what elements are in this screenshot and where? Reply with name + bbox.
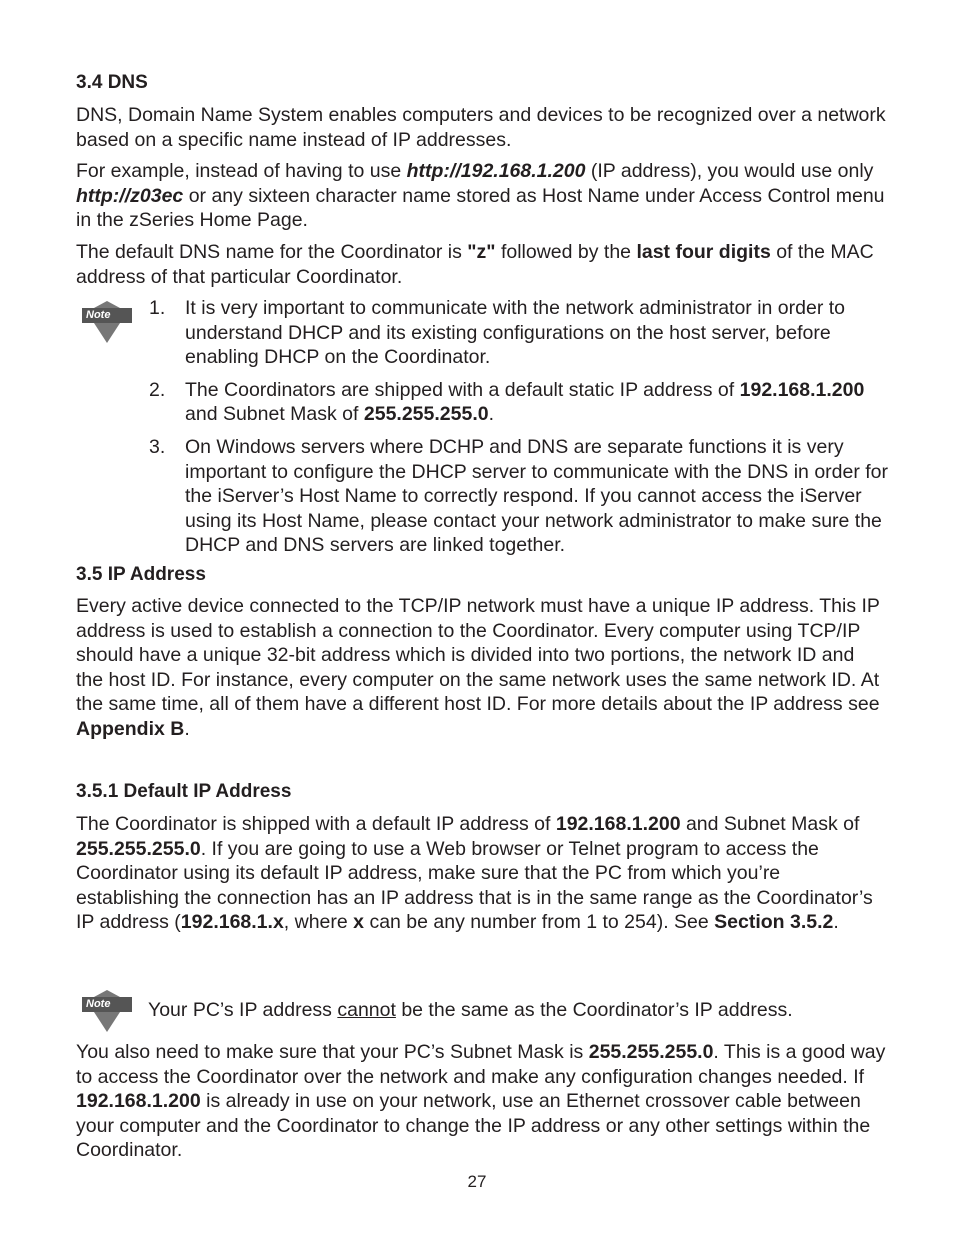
pc-ip-note: Your PC’s IP address cannot be the same as the Coordinator’s IP address. [148,999,793,1021]
dns-intro-paragraph: DNS, Domain Name System enables computers and devices to be recognized over a network based on a specific name instead of IP addresses. [76,104,886,151]
note-item: 1. It is very important to communicate with the network administrator in order to understand DHCP and its existing configurations on the host server, before enabling DHCP on the Coordinator. [149,297,846,369]
section-heading-default-ip: 3.5.1 Default IP Address [76,781,292,802]
dns-default-name-paragraph: The default DNS name for the Coordinator is "z" followed by the last four digits of the MAC address of that particular Coordinator. [76,241,874,288]
section-heading-dns: 3.4 DNS [76,72,148,93]
ip-url-example: http://192.168.1.200 [406,160,586,182]
default-ip-paragraph: The Coordinator is shipped with a default IP address of 192.168.1.200 and Subnet Mask of 255.255.255.0. If you are going to use a Web browser or Telnet program to access the Coordinator using its default IP address, make sure that the PC from which you’re establishing the connection has an IP address that is in the same range as the Coordinator’s IP address (192.168.1.x, where x can be any number from 1 to 254). See Section 3.5.2. [76,813,873,934]
page-number: 27 [467,1172,487,1191]
hostname-url-example: http://z03ec [76,184,184,207]
dns-notes-list [145,296,890,566]
subnet-mask-paragraph: You also need to make sure that your PC’s Subnet Mask is 255.255.255.0. This is a good way to access the Coordinator over the network and make any configuration changes needed. If 192.168.1.200 is already in use on your network, use an Ethernet crossover cable between your computer and the Coordinator to change the IP address or any other settings within the Coordinator. [76,1041,886,1162]
note-icon: Note [82,990,132,1036]
ip-address-paragraph: Every active device connected to the TCP/IP network must have a unique IP address. This IP address is used to establish a connection to the Coordinator. Every computer using TCP/IP should have a unique 32-bit address which is divided into two portions, the network ID and the host ID. For instance, every computer on the same network uses the same network ID. At the same time, all of them have a different host ID. For more details about the IP address see Appendix B. [76,595,880,740]
note-icon: Note [82,301,132,347]
note-item: 3. On Windows servers where DCHP and DNS are separate functions it is very important to configure the DHCP server to communicate with the DNS in order for the iServer’s Host Name to correctly respond. If you cannot access the iServer using its Host Name, please contact your network administrator to make sure the DHCP and DNS servers are linked together. [149,435,889,557]
section-heading-ip-address: 3.5 IP Address [76,564,206,585]
dns-example-paragraph: For example, instead of having to use http://192.168.1.200 (IP address), you would use only http://z03ec or any sixteen character name stored as Host Name under Access Control menu in the zSeries Home Page. [76,160,885,232]
note-item: 2. The Coordinators are shipped with a default static IP address of 192.168.1.200 and Subnet Mask of 255.255.255.0. [149,378,865,426]
